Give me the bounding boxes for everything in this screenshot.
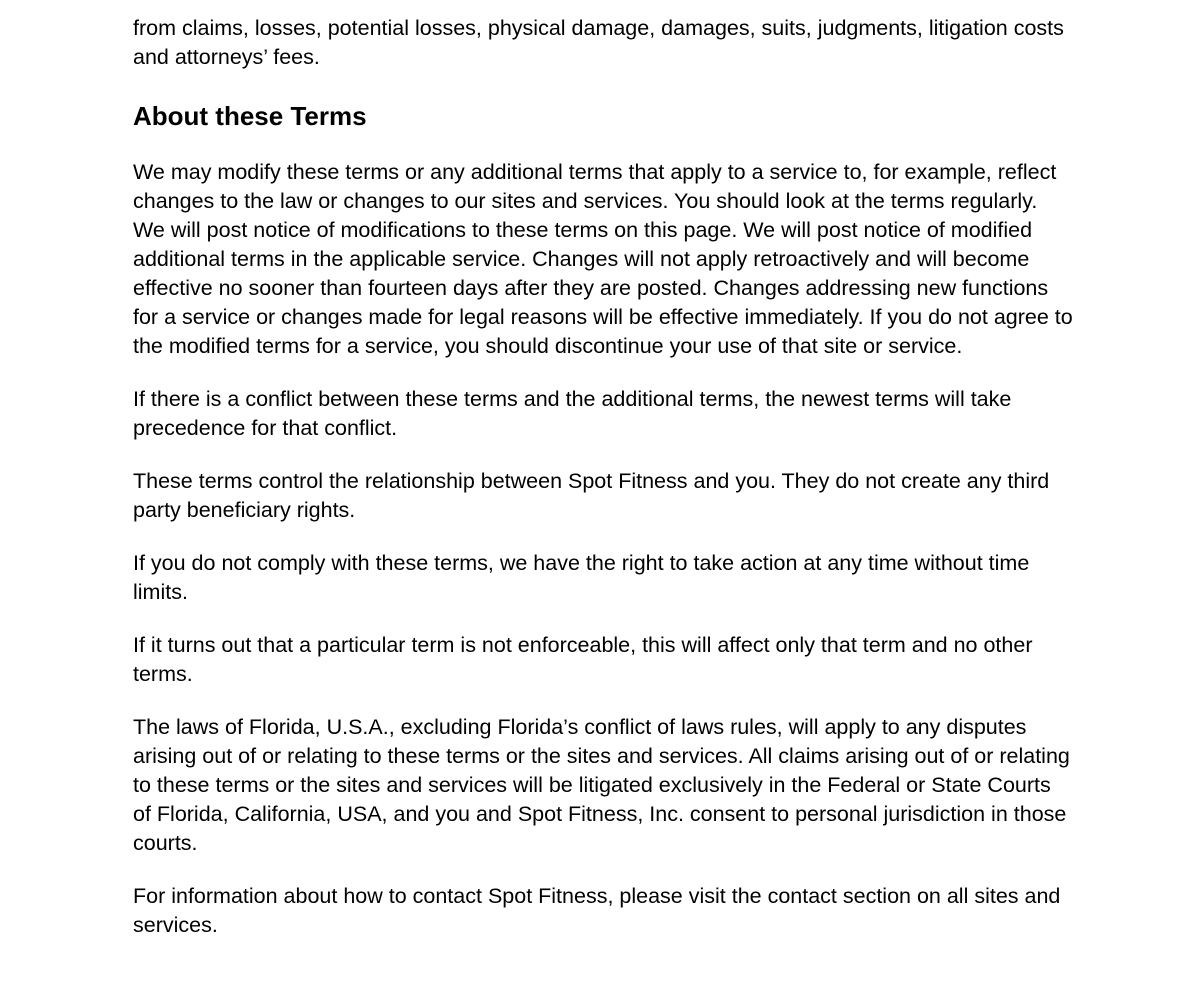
paragraph-contact: For information about how to contact Spot Fitness, please visit the contact section on all sites and services. <box>133 884 1061 937</box>
paragraph-modifications: We may modify these terms or any additional terms that apply to a service to, for example, reflect changes to the law or changes to our sites and services. You should look at the terms regularly. We will post notice of modifications to these terms on this page. We will post notice of modified additional terms in the applicable service. Changes will not apply retroactively and will become effective no sooner than fourteen days after they are posted. Changes addressing new functions for a service or changes made for legal reasons will be effective immediately. If you do not agree to the modified terms for a service, you should discontinue your use of that site or service. <box>133 160 1073 358</box>
paragraph-enforceability: If it turns out that a particular term is not enforceable, this will affect only that term and no other terms. <box>133 633 1033 686</box>
lead-paragraph: from claims, losses, potential losses, physical damage, damages, suits, judgments, litigation costs and attorneys’ fees. <box>133 16 1064 69</box>
paragraph-governing-law: The laws of Florida, U.S.A., excluding Florida’s conflict of laws rules, will apply to any disputes arising out of or relating to these terms or the sites and services. All claims arising out of or relating to these terms or the sites and services will be litigated exclusively in the Federal or State Courts of Florida, California, USA, and you and Spot Fitness, Inc. consent to personal jurisdiction in those courts. <box>133 715 1070 855</box>
paragraph-relationship: These terms control the relationship between Spot Fitness and you. They do not create any third party beneficiary rights. <box>133 469 1050 522</box>
paragraph-conflict: If there is a conflict between these terms and the additional terms, the newest terms will take precedence for that conflict. <box>133 387 1012 440</box>
terms-content <box>133 14 1073 964</box>
section-heading: About these Terms <box>133 101 367 131</box>
paragraph-compliance: If you do not comply with these terms, we have the right to take action at any time without time limits. <box>133 551 1030 604</box>
